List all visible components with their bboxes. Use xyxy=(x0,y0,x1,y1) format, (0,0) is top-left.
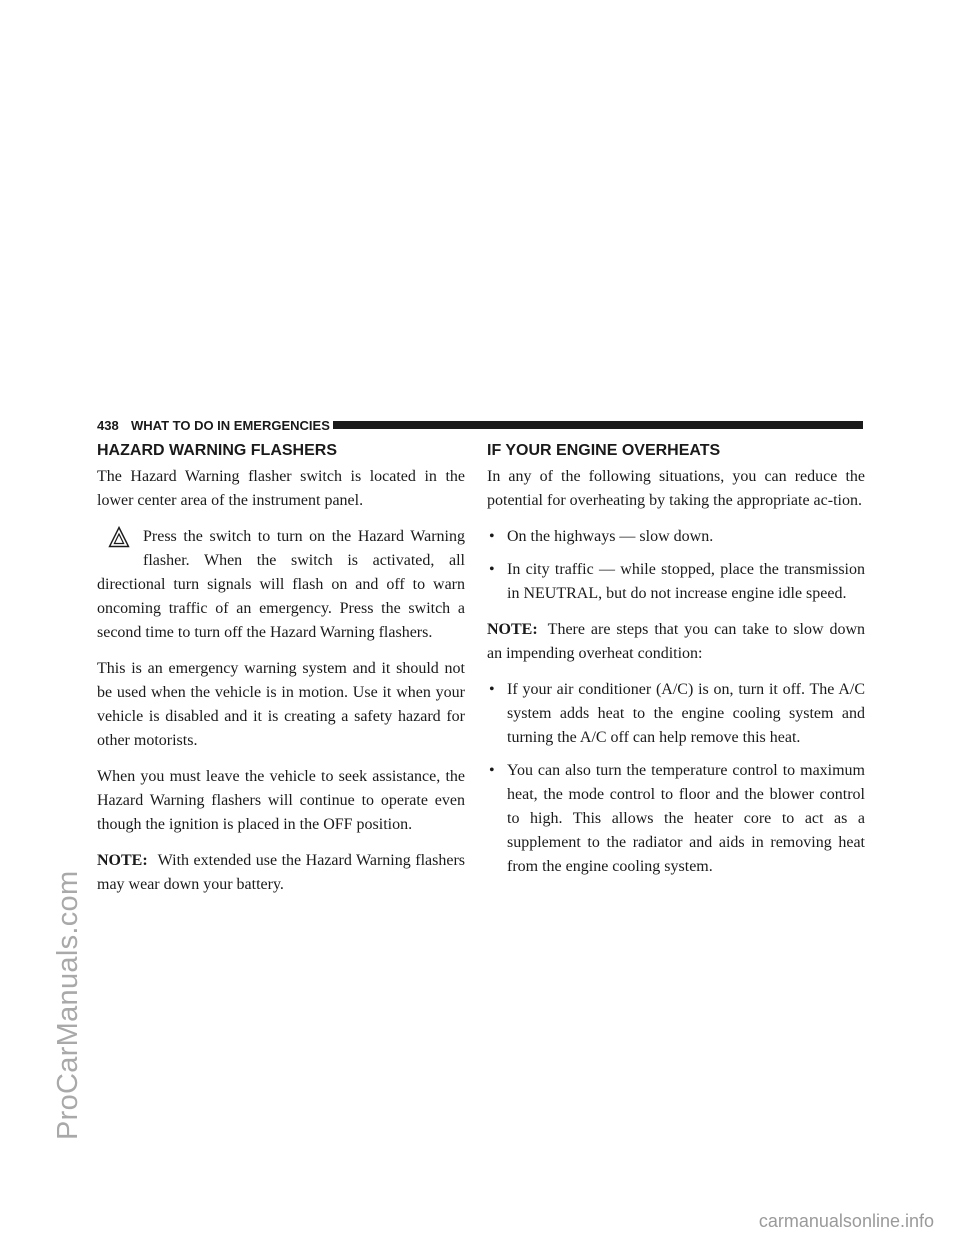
hazard-leave-paragraph: When you must leave the vehicle to seek assistance, the Hazard Warning flashers will continue to operate even though the ignition is placed in the OFF position. xyxy=(97,768,465,833)
hazard-heading: HAZARD WARNING FLASHERS xyxy=(97,442,337,459)
list-item: • If your air conditioner (A/C) is on, turn it off. The A/C system adds heat to the engine cooling system and turning the A/C off can help remove this heat. xyxy=(487,678,865,750)
note-label: NOTE: xyxy=(487,621,538,638)
section-title: WHAT TO DO IN EMERGENCIES xyxy=(131,418,330,433)
right-column xyxy=(487,438,865,891)
running-header xyxy=(97,417,863,435)
side-watermark: ProCarManuals.com xyxy=(52,870,84,1140)
note-text: There are steps that you can take to slow down an impending overheat condition: xyxy=(487,621,865,662)
note-label: NOTE: xyxy=(97,852,148,869)
overheat-intro: In any of the following situations, you can reduce the potential for overheating by taking the appropriate ac-tion. xyxy=(487,468,865,509)
left-column xyxy=(97,438,465,909)
hazard-location-paragraph: The Hazard Warning flasher switch is located in the lower center area of the instrument panel. xyxy=(97,468,465,509)
bottom-watermark: carmanualsonline.info xyxy=(758,1211,934,1231)
hazard-switch-text: Press the switch to turn on the Hazard Warning flasher. When the switch is activated, all directional turn signals will flash on and off to warn oncoming traffic of an emergency. Press the switch a second time to turn off the Hazard Warning flashers. xyxy=(97,528,465,641)
hazard-switch-paragraph xyxy=(97,525,465,645)
overheat-note xyxy=(487,618,865,666)
situation-list xyxy=(487,525,865,606)
page-number: 438 xyxy=(97,418,119,433)
list-item: • On the highways — slow down. xyxy=(487,525,865,549)
overheat-heading: IF YOUR ENGINE OVERHEATS xyxy=(487,442,721,459)
hazard-triangle-icon xyxy=(108,526,130,548)
hazard-note xyxy=(97,849,465,897)
hazard-switch-block xyxy=(97,525,465,645)
hazard-usage-paragraph: This is an emergency warning system and it should not be used when the vehicle is in motion. Use it when your vehicle is disabled and it is creating a safety hazard for other motorists. xyxy=(97,660,465,749)
note-text: With extended use the Hazard Warning flashers may wear down your battery. xyxy=(97,852,465,893)
list-item: • You can also turn the temperature control to maximum heat, the mode control to floor and the blower control to high. This allows the heater core to act as a supplement to the radiator and aids in removing heat from the engine cooling system. xyxy=(487,759,865,879)
steps-list xyxy=(487,678,865,879)
header-rule xyxy=(333,421,863,429)
list-item: • In city traffic — while stopped, place the transmission in NEUTRAL, but do not increase engine idle speed. xyxy=(487,558,865,606)
